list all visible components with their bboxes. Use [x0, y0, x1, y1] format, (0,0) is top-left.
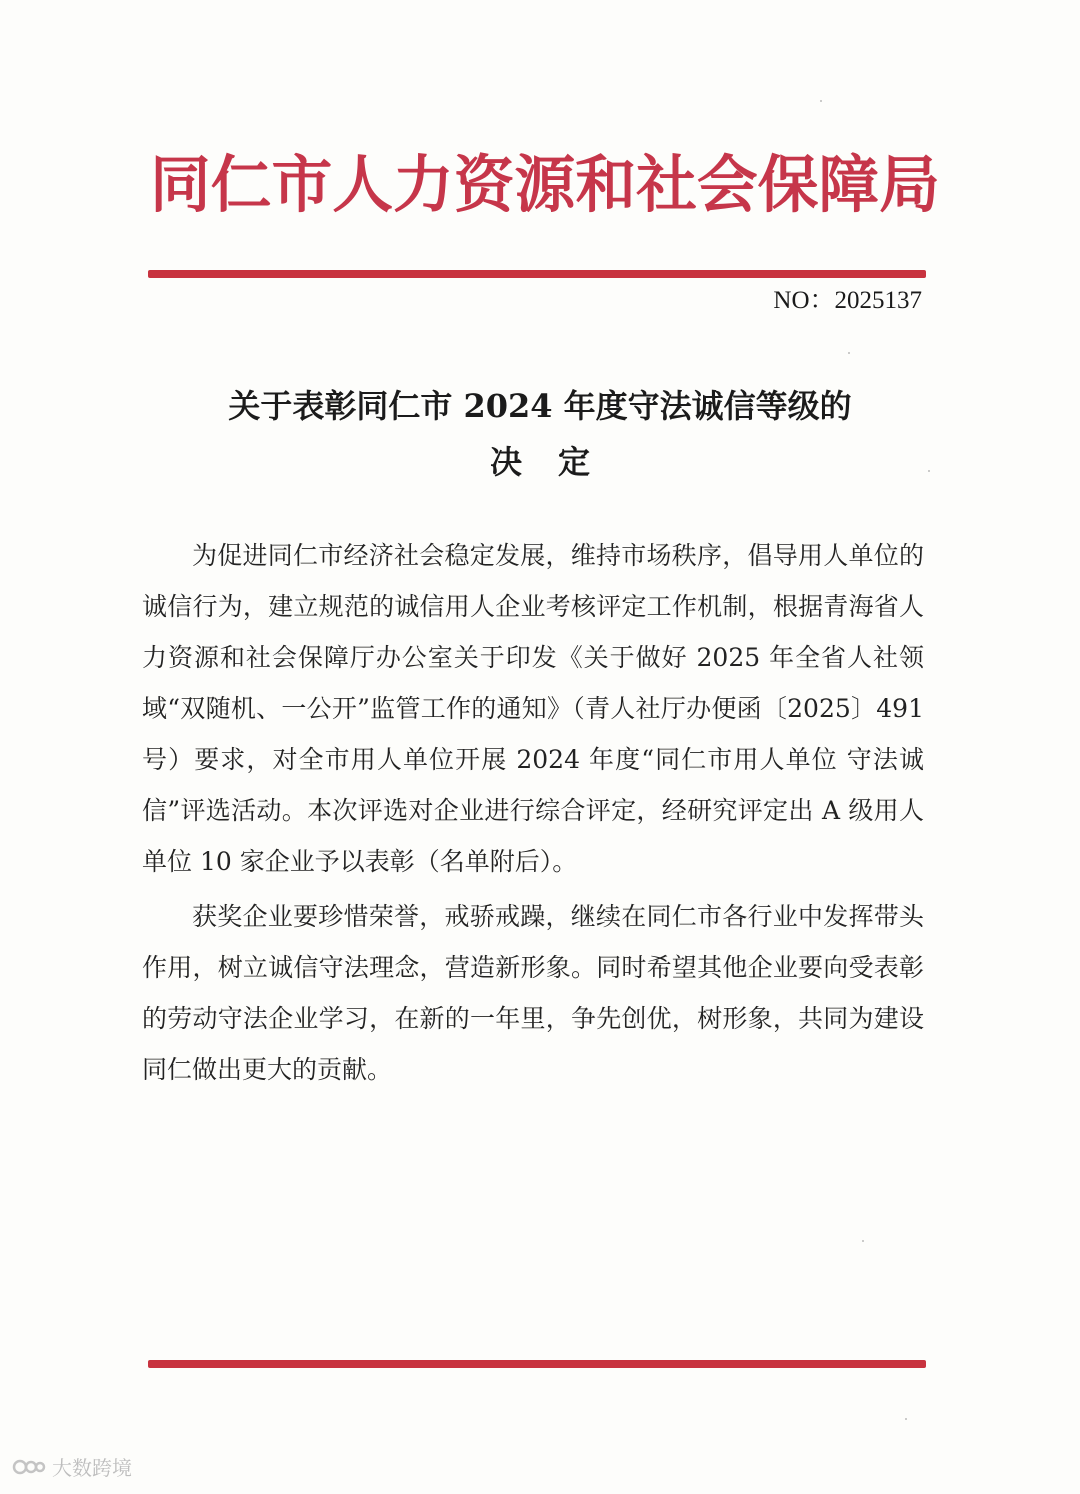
body-paragraph-1: 为促进同仁市经济社会稳定发展，维持市场秩序，倡导用人单位的诚信行为，建立规范的诚信用人企业考核评定工作机制，根据青海省人力资源和社会保障厅办公室关于印发《关于做好 2025 年全省人社领域“双随机、一公开”监管工作的通知》（青人社厅办便函〔2025〕491 号）要求，对全市用人单位开展 2024 年度“同仁市用人单位 守法诚信”评选活动。本次评选对企业进行综合评定，经研究评定出 A 级用人单位 10 家企业予以表彰（名单附后）。	[142, 541, 924, 876]
scan-speck	[928, 470, 930, 472]
watermark	[12, 1452, 132, 1481]
watermark-logo-icon	[12, 1455, 46, 1479]
body-paragraph-2: 获奖企业要珍惜荣誉，戒骄戒躁，继续在同仁市各行业中发挥带头作用，树立诚信守法理念，营造新形象。同时希望其他企业要向受表彰的劳动守法企业学习，在新的一年里，争先创优，树形象，共同为建设同仁做出更大的贡献。	[142, 902, 924, 1084]
document-title	[140, 378, 940, 490]
scan-speck	[905, 1418, 907, 1420]
title-line-2: 决定	[489, 443, 626, 481]
scan-speck	[820, 100, 822, 102]
scan-speck	[848, 352, 850, 354]
organization-header: 同仁市人力资源和社会保障局	[150, 148, 940, 221]
header-red-rule	[148, 270, 926, 278]
title-line-1: 关于表彰同仁市 2024 年度守法诚信等级的	[228, 387, 852, 425]
watermark-text: 大数跨境	[52, 1456, 132, 1480]
footer-red-rule	[148, 1360, 926, 1368]
document-body	[142, 530, 924, 1095]
document-number: NO：2025137	[773, 287, 922, 314]
scan-speck	[862, 1240, 864, 1242]
